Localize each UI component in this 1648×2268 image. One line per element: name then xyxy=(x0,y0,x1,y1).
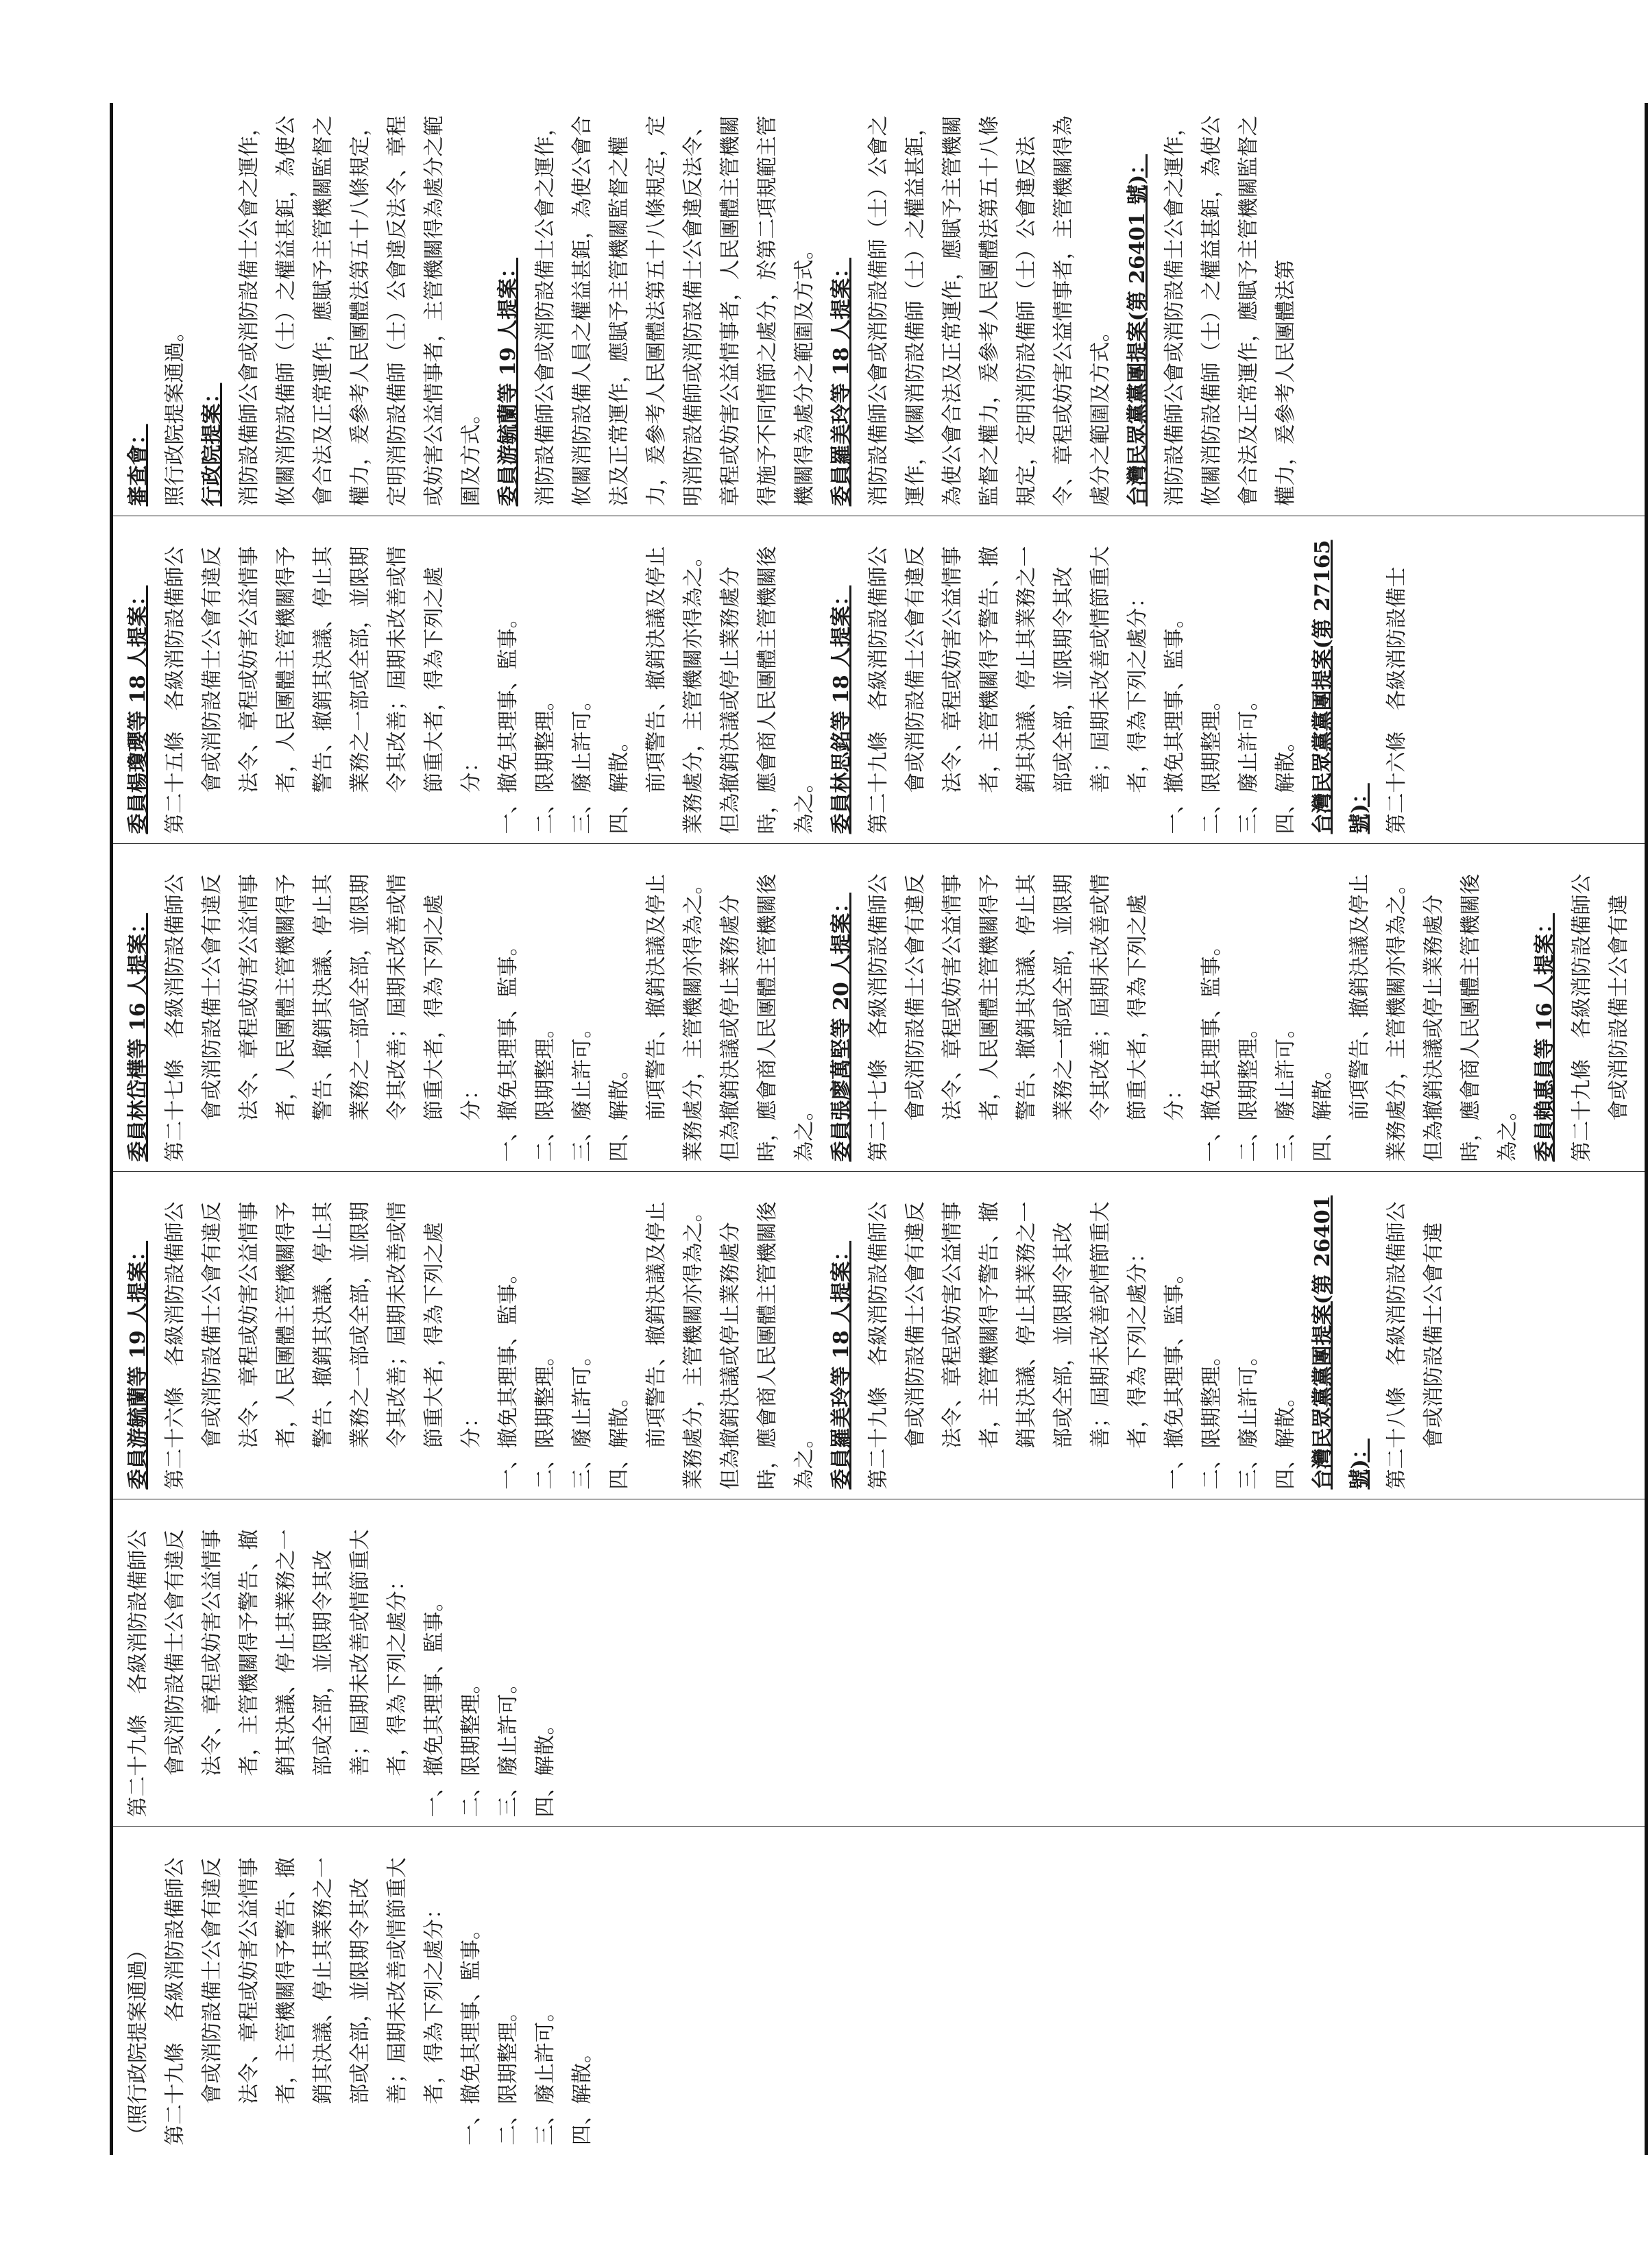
paragraph: 消防設備師公會或消防設備士公會之運作，攸關消防設備人員之權益甚鉅，為使公會合法及正常運作，應賦予主管機關監督之權力，爰參考人民團體法第五十八條規定，定明消防設備師或消防設備士公會違反法令、章程或妨害公益情事者，人民團體主管機關得施予不同情節之處分，於第二項規範主管機關得為處分之範圍及方式。 xyxy=(533,115,816,507)
table-row xyxy=(112,103,1647,2155)
paragraph: 一、撤免其理事、監事。 xyxy=(496,935,520,1162)
paragraph: 第二十七條 各級消防設備師公會或消防設備士公會有違反法令、章程或妨害公益情事者，人民團體主管機關得予警告、撤銷其決議、停止其業務之一部或全部，並限期令其改善；屆期未改善或情節重大者，得為下列之處分： xyxy=(163,873,483,1162)
paragraph: 消防設備師公會或消防設備士公會之運作，攸關消防設備師（士）之權益甚鉅，為使公會合法及正常運作，應賦予主管機關監督之權力，爰參考人民團體法第 xyxy=(1163,115,1298,507)
paragraph: 三、廢止許可。 xyxy=(570,1345,594,1490)
column-committee-result xyxy=(112,1827,1647,2155)
proposal-heading: 委員張廖萬堅等 20 人提案： xyxy=(829,892,853,1162)
paragraph: 第二十九條 各級消防設備師公會或消防設備士公會有違反法令、章程或妨害公益情事者，主管機關得予警告、撤銷其決議、停止其業務之一部或全部，並限期令其改善；屆期未改善或情節重大者，得為下列之處分： xyxy=(126,1529,409,1818)
column-proposals-c xyxy=(112,516,1647,844)
paragraph: 四、解散。 xyxy=(607,1059,631,1162)
paragraph: 二、限期整理。 xyxy=(496,2001,520,2145)
paragraph: 四、解散。 xyxy=(1274,1386,1298,1490)
paragraph: 消防設備師公會或消防設備師（士）公會之運作，攸關消防設備師（士）之權益甚鉅，為使公會合法及正常運作，應賦予主管機關監督之權力，爰參考人民團體法第五十八條規定，定明消防設備師（士）公會違反法令、章程或妨害公益情事者，主管機關得為處分之範圍及方式。 xyxy=(867,115,1113,507)
paragraph: 第二十九條 各級消防設備師公會或消防設備士公會有違反法令、章程或妨害公益情事者，主管機關得予警告、撤銷其決議、停止其業務之一部或全部，並限期令其改善；屆期未改善或情節重大者，得為下列之處分： xyxy=(163,1857,446,2145)
paragraph: 三、廢止許可。 xyxy=(1274,1017,1298,1162)
paragraph: 三、廢止許可。 xyxy=(1237,690,1261,834)
paragraph: 前項警告、撤銷決議及停止業務處分，主管機關亦得為之。但為撤銷決議或停止業務處分時，應會商人民團體主管機關後為之。 xyxy=(644,546,816,834)
paragraph: 二、限期整理。 xyxy=(533,1345,557,1490)
proposal-heading: 委員賴惠員等 16 人提案： xyxy=(1533,913,1557,1162)
paragraph: 第二十九條 各級消防設備師公會或消防設備士公會有違反法令、章程或妨害公益情事者，主管機關得予警告、撤銷其決議、停止其業務之一部或全部，並限期令其改善；屆期未改善或情節重大者，得為下列之處分： xyxy=(867,546,1150,834)
proposal-heading: 台灣民眾黨黨團提案(第 26401 號)： xyxy=(1311,1195,1372,1490)
document-page xyxy=(110,103,1631,2155)
paragraph: 照行政院提案通過。 xyxy=(163,321,187,507)
paragraph: 四、解散。 xyxy=(1274,731,1298,834)
proposal-heading: 委員羅美玲等 18 人提案： xyxy=(829,1240,853,1490)
paragraph: 第二十八條 各級消防設備師公會或消防設備士公會有違 xyxy=(1385,1201,1446,1490)
comparison-table xyxy=(110,103,1648,2155)
proposal-heading: 委員游毓蘭等 19 人提案： xyxy=(126,1240,150,1490)
paragraph: 前項警告、撤銷決議及停止業務處分，主管機關亦得為之。但為撤銷決議或停止業務處分時，應會商人民團體主管機關後為之。 xyxy=(644,1201,816,1490)
proposal-heading: 審查會： xyxy=(126,424,150,507)
proposal-heading: 行政院提案： xyxy=(200,383,224,507)
paragraph: 二、限期整理。 xyxy=(1200,1345,1224,1490)
column-proposals-b xyxy=(112,844,1647,1172)
paragraph: 三、廢止許可。 xyxy=(570,1017,594,1162)
paragraph: （照行政院提案通過） xyxy=(126,1940,150,2145)
proposal-heading: 委員林岱樺等 16 人提案： xyxy=(126,913,150,1162)
paragraph: 二、限期整理。 xyxy=(1200,690,1224,834)
paragraph: 四、解散。 xyxy=(570,2042,594,2145)
proposal-heading: 台灣民眾黨黨團提案(第 27165 號)： xyxy=(1311,540,1372,834)
paragraph: 第二十九條 各級消防設備師公會或消防設備士公會有違 xyxy=(1570,873,1631,1162)
paragraph: 一、撤免其理事、監事。 xyxy=(459,1919,483,2145)
paragraph: 第二十七條 各級消防設備師公會或消防設備士公會有違反法令、章程或妨害公益情事者，人民團體主管機關得予警告、撤銷其決議、停止其業務之一部或全部，並限期令其改善；屆期未改善或情節重大者，得為下列之處分： xyxy=(867,873,1187,1162)
proposal-heading: 委員楊瓊瓔等 18 人提案： xyxy=(126,585,150,834)
proposal-heading: 委員林思銘等 18 人提案： xyxy=(829,585,853,834)
proposal-heading: 台灣民眾黨黨團提案(第 26401 號)： xyxy=(1126,154,1150,507)
paragraph: 第二十九條 各級消防設備師公會或消防設備士公會有違反法令、章程或妨害公益情事者，主管機關得予警告、撤銷其決議、停止其業務之一部或全部，並限期令其改善；屆期未改善或情節重大者，得為下列之處分： xyxy=(867,1201,1150,1490)
paragraph: 一、撤免其理事、監事。 xyxy=(422,1591,446,1818)
paragraph: 二、限期整理。 xyxy=(533,690,557,834)
paragraph: 一、撤免其理事、監事。 xyxy=(496,1263,520,1490)
paragraph: 四、解散。 xyxy=(533,1714,557,1818)
paragraph: 三、廢止許可。 xyxy=(570,690,594,834)
paragraph: 二、限期整理。 xyxy=(459,1673,483,1818)
paragraph: 四、解散。 xyxy=(607,731,631,834)
column-executive-yuan-text xyxy=(112,1499,1647,1827)
paragraph: 第二十六條 各級消防設備士 xyxy=(1385,566,1409,834)
paragraph: 三、廢止許可。 xyxy=(496,1673,520,1818)
rotated-landscape-layout xyxy=(110,103,1631,2155)
paragraph: 第二十五條 各級消防設備師公會或消防設備士公會有違反法令、章程或妨害公益情事者，人民團體主管機關得予警告、撤銷其決議、停止其業務之一部或全部，並限期令其改善；屆期未改善或情節重大者，得為下列之處分： xyxy=(163,546,483,834)
column-explanations xyxy=(112,103,1647,516)
paragraph: 三、廢止許可。 xyxy=(533,2001,557,2145)
paragraph: 第二十六條 各級消防設備師公會或消防設備士公會有違反法令、章程或妨害公益情事者，人民團體主管機關得予警告、撤銷其決議、停止其業務之一部或全部，並限期令其改善；屆期未改善或情節重大者，得為下列之處分： xyxy=(163,1201,483,1490)
proposal-heading: 委員游毓蘭等 19 人提案： xyxy=(496,257,520,507)
paragraph: 一、撤免其理事、監事。 xyxy=(1200,935,1224,1162)
column-proposals-a xyxy=(112,1172,1647,1499)
paragraph: 一、撤免其理事、監事。 xyxy=(1163,1263,1187,1490)
paragraph: 四、解散。 xyxy=(607,1386,631,1490)
paragraph: 前項警告、撤銷決議及停止業務處分，主管機關亦得為之。但為撤銷決議或停止業務處分時，應會商人民團體主管機關後為之。 xyxy=(1348,873,1520,1162)
paragraph: 二、限期整理。 xyxy=(533,1017,557,1162)
paragraph: 三、廢止許可。 xyxy=(1237,1345,1261,1490)
paragraph: 一、撤免其理事、監事。 xyxy=(1163,607,1187,834)
paragraph: 前項警告、撤銷決議及停止業務處分，主管機關亦得為之。但為撤銷決議或停止業務處分時，應會商人民團體主管機關後為之。 xyxy=(644,873,816,1162)
paragraph: 四、解散。 xyxy=(1311,1059,1335,1162)
proposal-heading: 委員羅美玲等 18 人提案： xyxy=(829,257,853,507)
paragraph: 二、限期整理。 xyxy=(1237,1017,1261,1162)
paragraph: 消防設備師公會或消防設備士公會之運作，攸關消防設備師（士）之權益甚鉅，為使公會合法及正常運作，應賦予主管機關監督之權力，爰參考人民團體法第五十八條規定，定明消防設備師（士）公會違反法令、章程或妨害公益情事者，主管機關得為處分之範圍及方式。 xyxy=(237,115,483,507)
paragraph: 一、撤免其理事、監事。 xyxy=(496,607,520,834)
